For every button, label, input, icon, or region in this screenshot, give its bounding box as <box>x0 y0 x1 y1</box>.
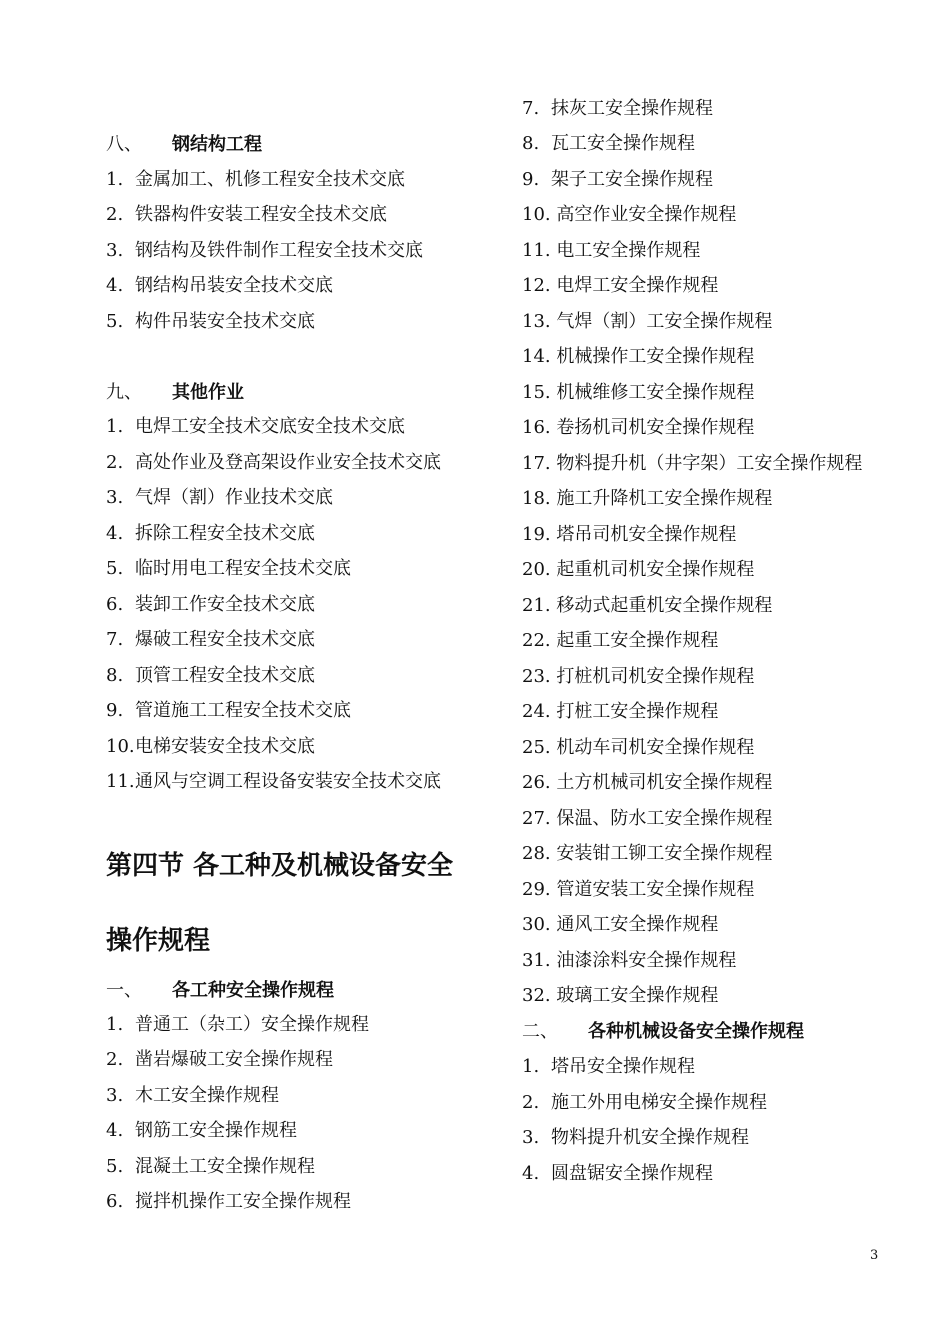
list-item: 24. 打桩工安全操作规程 <box>522 701 719 722</box>
list-item: 3. 气焊（割）作业技术交底 <box>106 487 333 508</box>
list-item: 2. 高处作业及登高架设作业安全技术交底 <box>106 452 441 473</box>
list-item: 11. 电工安全操作规程 <box>522 240 701 261</box>
list-item: 23. 打桩机司机安全操作规程 <box>522 666 755 687</box>
list-item: 3. 木工安全操作规程 <box>106 1085 279 1106</box>
list-item: 2. 凿岩爆破工安全操作规程 <box>106 1049 333 1070</box>
list-item: 1. 金属加工、机修工程安全技术交底 <box>106 169 405 190</box>
list-item: 6. 装卸工作安全技术交底 <box>106 594 315 615</box>
list-item: 25. 机动车司机安全操作规程 <box>522 737 755 758</box>
list-item: 28. 安装钳工铆工安全操作规程 <box>522 843 773 864</box>
list-item: 7. 抹灰工安全操作规程 <box>522 98 713 119</box>
list-item: 1. 普通工（杂工）安全操作规程 <box>106 1014 369 1035</box>
list-item: 4. 钢筋工安全操作规程 <box>106 1120 297 1141</box>
other-heading-num: 九、 <box>106 382 142 403</box>
list-item: 4. 钢结构吊装安全技术交底 <box>106 275 333 296</box>
machinery-heading-num: 二、 <box>522 1021 558 1042</box>
list-item: 5. 混凝土工安全操作规程 <box>106 1156 315 1177</box>
list-item: 32. 玻璃工安全操作规程 <box>522 985 719 1006</box>
list-item: 2. 铁器构件安装工程安全技术交底 <box>106 204 387 225</box>
trades-heading-num: 一、 <box>106 980 142 1001</box>
list-item: 30. 通风工安全操作规程 <box>522 914 719 935</box>
list-item: 6. 搅拌机操作工安全操作规程 <box>106 1191 351 1212</box>
list-item: 21. 移动式起重机安全操作规程 <box>522 595 773 616</box>
list-item: 1. 塔吊安全操作规程 <box>522 1056 695 1077</box>
list-item: 10.电梯安装安全技术交底 <box>106 736 315 757</box>
list-item: 18. 施工升降机工安全操作规程 <box>522 488 773 509</box>
list-item: 22. 起重工安全操作规程 <box>522 630 719 651</box>
steel-heading <box>106 133 262 157</box>
list-item: 20. 起重机司机安全操作规程 <box>522 559 755 580</box>
list-item: 14. 机械操作工安全操作规程 <box>522 346 755 367</box>
list-item: 2. 施工外用电梯安全操作规程 <box>522 1092 767 1113</box>
trades-heading <box>106 979 334 1003</box>
list-item: 9. 管道施工工程安全技术交底 <box>106 700 351 721</box>
list-item: 4. 圆盘锯安全操作规程 <box>522 1163 713 1184</box>
list-item: 15. 机械维修工安全操作规程 <box>522 382 755 403</box>
list-item: 27. 保温、防水工安全操作规程 <box>522 808 773 829</box>
list-item: 29. 管道安装工安全操作规程 <box>522 879 755 900</box>
other-heading <box>106 381 244 405</box>
list-item: 26. 土方机械司机安全操作规程 <box>522 772 773 793</box>
steel-heading-num: 八、 <box>106 134 142 155</box>
list-item: 8. 瓦工安全操作规程 <box>522 133 695 154</box>
list-item: 5. 临时用电工程安全技术交底 <box>106 558 351 579</box>
list-item: 10. 高空作业安全操作规程 <box>522 204 737 225</box>
steel-heading-text: 钢结构工程 <box>172 134 262 155</box>
trades-heading-text: 各工种安全操作规程 <box>172 980 334 1001</box>
machinery-heading-text: 各种机械设备安全操作规程 <box>588 1021 804 1042</box>
list-item: 8. 顶管工程安全技术交底 <box>106 665 315 686</box>
section-title-line1: 第四节 各工种及机械设备安全 <box>106 851 454 881</box>
list-item: 17. 物料提升机（井字架）工安全操作规程 <box>522 453 863 474</box>
machinery-heading <box>522 1020 804 1044</box>
list-item: 19. 塔吊司机安全操作规程 <box>522 524 737 545</box>
list-item: 4. 拆除工程安全技术交底 <box>106 523 315 544</box>
list-item: 13. 气焊（割）工安全操作规程 <box>522 311 773 332</box>
list-item: 1. 电焊工安全技术交底安全技术交底 <box>106 416 405 437</box>
list-item: 3. 钢结构及铁件制作工程安全技术交底 <box>106 240 423 261</box>
list-item: 3. 物料提升机安全操作规程 <box>522 1127 749 1148</box>
list-item: 12. 电焊工安全操作规程 <box>522 275 719 296</box>
list-item: 9. 架子工安全操作规程 <box>522 169 713 190</box>
list-item: 31. 油漆涂料安全操作规程 <box>522 950 737 971</box>
list-item: 5. 构件吊装安全技术交底 <box>106 311 315 332</box>
list-item: 11.通风与空调工程设备安装安全技术交底 <box>106 771 441 792</box>
other-heading-text: 其他作业 <box>172 382 244 403</box>
page-number: 3 <box>870 1248 879 1263</box>
section-title-line2: 操作规程 <box>106 926 211 956</box>
list-item: 7. 爆破工程安全技术交底 <box>106 629 315 650</box>
list-item: 16. 卷扬机司机安全操作规程 <box>522 417 755 438</box>
